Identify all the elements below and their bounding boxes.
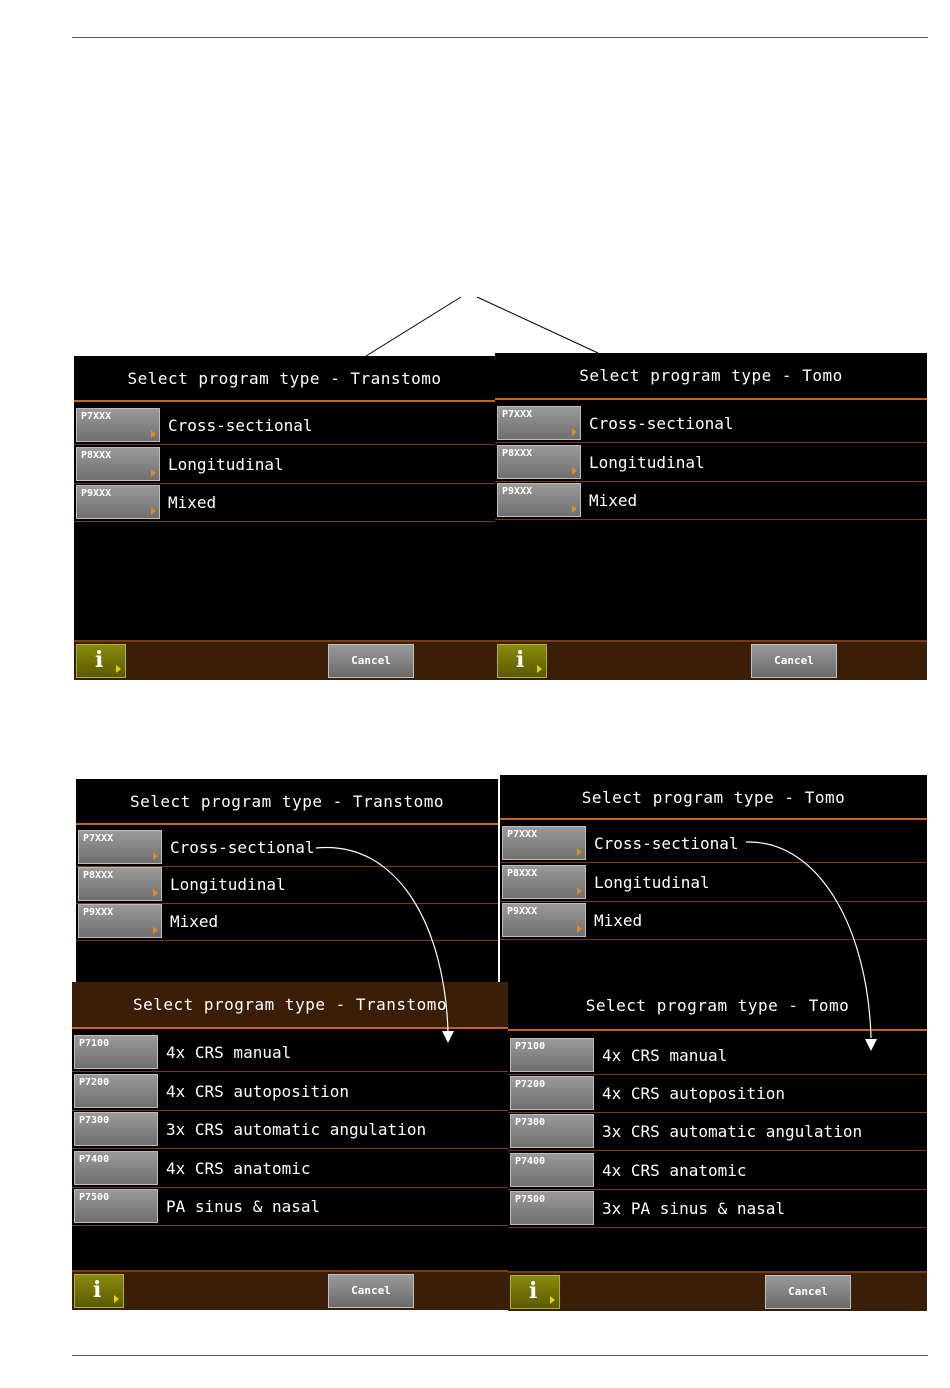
screen-tomo-background [500, 775, 927, 985]
menu-label: Longitudinal [170, 875, 286, 894]
screen-tomo-top [495, 353, 927, 680]
menu-row-cross-sectional[interactable] [495, 404, 927, 443]
program-code-button[interactable]: P7500 [510, 1191, 594, 1225]
screen-title: Select program type - Transtomo [127, 369, 442, 388]
info-icon: i [516, 647, 525, 673]
cancel-button[interactable]: Cancel [751, 644, 837, 678]
menu-label: 3x PA sinus & nasal [602, 1199, 786, 1218]
program-code-button[interactable]: P7300 [74, 1112, 158, 1146]
program-code-button[interactable]: P8XXX [78, 867, 162, 901]
bottom-bar [508, 1271, 927, 1311]
menu-label: 4x CRS manual [602, 1046, 728, 1065]
arrow-right-icon [114, 1295, 119, 1303]
arrow-right-icon [116, 665, 121, 673]
program-code-button[interactable]: P8XXX [497, 445, 581, 479]
menu-row-longitudinal[interactable] [500, 863, 927, 902]
cancel-button[interactable]: Cancel [765, 1275, 851, 1309]
menu-row-cross-sectional[interactable] [500, 824, 927, 863]
program-code-button[interactable]: P9XXX [502, 903, 586, 937]
cancel-button[interactable]: Cancel [328, 1274, 414, 1308]
program-code-button[interactable]: P7400 [510, 1153, 594, 1187]
menu-row-p7100[interactable] [72, 1033, 508, 1072]
screen-transtomo-submenu [72, 982, 508, 1310]
info-icon: i [529, 1278, 538, 1304]
program-code-button[interactable]: P7200 [510, 1076, 594, 1110]
arrow-right-icon [572, 505, 577, 513]
menu-row-p7500[interactable] [72, 1187, 508, 1226]
menu-label: Mixed [168, 493, 217, 512]
arrow-right-icon [577, 887, 582, 895]
menu-label: 4x CRS manual [166, 1043, 292, 1062]
cancel-button[interactable]: Cancel [328, 644, 414, 678]
program-code-button[interactable]: P7100 [510, 1038, 594, 1072]
arrow-right-icon [577, 848, 582, 856]
menu-row-cross-sectional[interactable] [74, 406, 495, 445]
menu-row-cross-sectional[interactable] [76, 828, 498, 867]
menu-label: Mixed [170, 912, 219, 931]
info-icon: i [95, 647, 104, 673]
menu-label: Cross-sectional [594, 834, 739, 853]
screen-title: Select program type - Tomo [585, 996, 850, 1015]
screen-tomo-submenu [508, 983, 927, 1311]
bottom-rule [72, 1355, 928, 1356]
program-code-button[interactable]: P7300 [510, 1114, 594, 1148]
title-divider [495, 398, 927, 400]
menu-row-longitudinal[interactable] [76, 865, 498, 904]
info-button[interactable] [497, 644, 547, 678]
menu-label: PA sinus & nasal [166, 1197, 321, 1216]
menu-row-p7200[interactable] [508, 1074, 927, 1113]
menu-label: Longitudinal [168, 455, 284, 474]
arrow-right-icon [153, 926, 158, 934]
program-code-button[interactable]: P7XXX [497, 406, 581, 440]
menu-label: Cross-sectional [589, 414, 734, 433]
menu-row-mixed[interactable] [500, 901, 927, 940]
screen-transtomo-top [74, 356, 495, 680]
menu-label: 4x CRS autoposition [166, 1082, 350, 1101]
screen-transtomo-background [76, 779, 498, 984]
screen-title: Select program type - Tomo [581, 788, 846, 807]
arrow-right-icon [572, 428, 577, 436]
arrow-right-icon [153, 852, 158, 860]
menu-row-mixed[interactable] [495, 481, 927, 520]
title-divider [500, 818, 927, 820]
menu-label: 4x CRS autoposition [602, 1084, 786, 1103]
top-rule [72, 37, 928, 38]
arrow-right-icon [572, 467, 577, 475]
menu-row-p7400[interactable] [72, 1149, 508, 1188]
info-button[interactable] [510, 1275, 560, 1309]
info-button[interactable] [76, 644, 126, 678]
bottom-bar [495, 640, 927, 680]
arrow-right-icon [151, 430, 156, 438]
menu-label: 3x CRS automatic angulation [166, 1120, 427, 1139]
bottom-bar [72, 1270, 508, 1310]
menu-label: Cross-sectional [168, 416, 313, 435]
menu-row-p7500[interactable] [508, 1189, 927, 1228]
title-divider [72, 1027, 508, 1029]
arrow-right-icon [537, 665, 542, 673]
menu-label: Cross-sectional [170, 838, 315, 857]
program-code-button[interactable]: P7100 [74, 1035, 158, 1069]
arrow-right-icon [151, 507, 156, 515]
program-code-button[interactable]: P8XXX [76, 447, 160, 481]
program-code-button[interactable]: P9XXX [76, 485, 160, 519]
callout-line-left [366, 297, 461, 356]
program-code-button[interactable]: P7200 [74, 1074, 158, 1108]
menu-row-p7300[interactable] [72, 1110, 508, 1149]
program-code-button[interactable]: P9XXX [497, 483, 581, 517]
menu-label: Longitudinal [594, 873, 710, 892]
program-code-button[interactable]: P7400 [74, 1151, 158, 1185]
title-divider [76, 823, 498, 825]
arrow-right-icon [153, 889, 158, 897]
menu-row-p7400[interactable] [508, 1151, 927, 1190]
program-code-button[interactable]: P9XXX [78, 904, 162, 938]
screen-title: Select program type - Transtomo [129, 792, 445, 811]
arrow-right-icon [151, 469, 156, 477]
menu-row-p7300[interactable] [508, 1112, 927, 1151]
menu-label: 4x CRS anatomic [166, 1159, 311, 1178]
arrow-right-icon [550, 1296, 555, 1304]
menu-label: Mixed [594, 911, 643, 930]
program-code-button[interactable]: P8XXX [502, 865, 586, 899]
bottom-bar [74, 640, 495, 680]
menu-row-mixed[interactable] [74, 483, 495, 522]
menu-row-mixed[interactable] [76, 902, 498, 941]
program-code-button[interactable]: P7500 [74, 1189, 158, 1223]
menu-row-p7100[interactable] [508, 1036, 927, 1075]
screen-title: Select program type - Tomo [579, 366, 843, 385]
menu-row-longitudinal[interactable] [495, 443, 927, 482]
title-divider [74, 400, 495, 402]
info-icon: i [93, 1277, 102, 1303]
menu-label: 4x CRS anatomic [602, 1161, 747, 1180]
menu-label: Longitudinal [589, 453, 705, 472]
program-code-button[interactable]: P7XXX [78, 830, 162, 864]
menu-row-longitudinal[interactable] [74, 445, 495, 484]
menu-row-p7200[interactable] [72, 1072, 508, 1111]
program-code-button[interactable]: P7XXX [502, 826, 586, 860]
menu-label: 3x CRS automatic angulation [602, 1122, 863, 1141]
menu-label: Mixed [589, 491, 638, 510]
title-divider [508, 1029, 927, 1031]
arrow-right-icon [577, 925, 582, 933]
info-button[interactable] [74, 1274, 124, 1308]
callout-line-right [477, 297, 598, 353]
program-code-button[interactable]: P7XXX [76, 408, 160, 442]
screen-title: Select program type - Transtomo [72, 982, 508, 1028]
